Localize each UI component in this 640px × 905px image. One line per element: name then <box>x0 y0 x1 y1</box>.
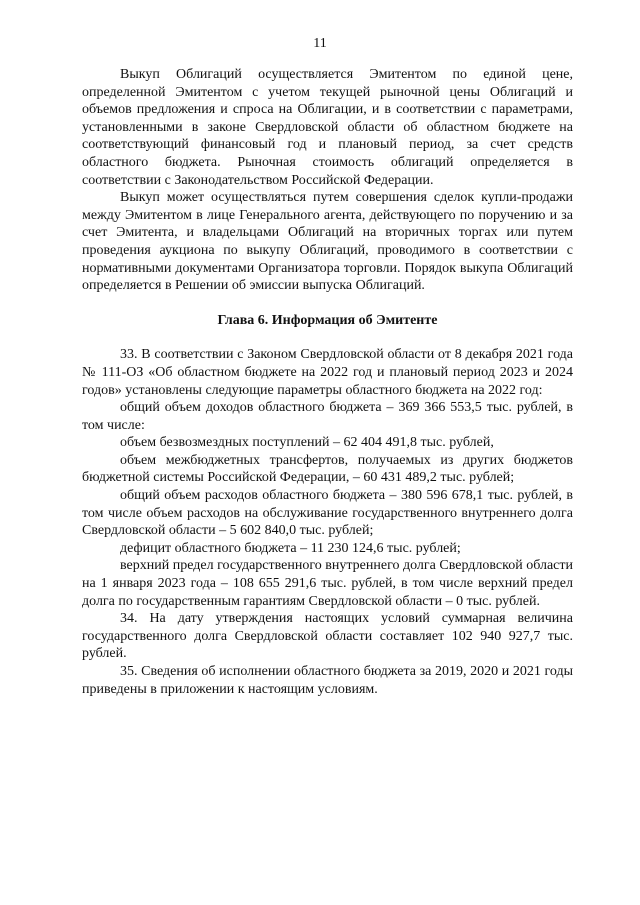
chapter-heading: Глава 6. Информация об Эмитенте <box>217 312 438 328</box>
paragraph-debt-ceiling: верхний предел государственного внутреннего долга Свердловской области на 1 января 2023 года – 108 655 291,6 тыс. рублей, в том числе верхний предел долга по государственным гарантиям Свердловской области – 0 тыс. рублей. <box>82 558 573 609</box>
paragraph-33-intro: 33. В соответствии с Законом Свердловской области от 8 декабря 2021 года № 111-ОЗ «Об областном бюджете на 2022 год и плановый период 2023 и 2024 годов» установлены следующие параметры областного бюджета на 2022 год: <box>82 347 573 398</box>
paragraph-interbudget-transfers: объем межбюджетных трансфертов, получаемых из других бюджетов бюджетной системы Российской Федерации, – 60 431 489,2 тыс. рублей; <box>82 452 573 486</box>
paragraph-total-expenditure: общий объем расходов областного бюджета – 380 596 678,1 тыс. рублей, в том числе объем расходов на обслуживание государственного внутреннего долга Свердловской области – 5 602 840,0 тыс. рублей; <box>82 488 573 539</box>
paragraph-total-revenue: общий объем доходов областного бюджета – 369 366 553,5 тыс. рублей, в том числе: <box>82 400 573 433</box>
paragraph-budget-deficit: дефицит областного бюджета – 11 230 124,6 тыс. рублей; <box>120 540 461 556</box>
document-body <box>82 66 573 698</box>
paragraph-gratuitous-receipts: объем безвозмездных поступлений – 62 404 491,8 тыс. рублей, <box>120 435 494 451</box>
paragraph-buyback-method: Выкуп может осуществляться путем совершения сделок купли-продажи между Эмитентом в лице Генерального агента, действующего по поручению и за счет Эмитента, и владельцами Облигаций на вторичных торгах или путем проведения аукциона по выкупу Облигаций, проводимого в соответствии с нормативными документами Организатора торговли. Порядок выкупа Облигаций определяется в Решении об эмиссии выпуска Облигаций. <box>82 190 573 294</box>
page-number: 11 <box>313 36 327 51</box>
paragraph-35-budget-execution: 35. Сведения об исполнении областного бюджета за 2019, 2020 и 2021 годы приведены в приложении к настоящим условиям. <box>82 664 573 697</box>
paragraph-buyback-price: Выкуп Облигаций осуществляется Эмитентом по единой цене, определенной Эмитентом с учетом текущей рыночной цены Облигаций и объемов предложения и спроса на Облигации, и в соответствии с параметрами, установленными в законе Свердловской области об областном бюджете на соответствующий финансовый год и плановый период, за счет средств областного бюджета. Рыночная стоимость облигаций определяется в соответствии с Законодательством Российской Федерации. <box>82 67 573 188</box>
paragraph-34-state-debt: 34. На дату утверждения настоящих условий суммарная величина государственного долга Свердловской области составляет 102 940 927,7 тыс. рублей. <box>82 611 573 662</box>
